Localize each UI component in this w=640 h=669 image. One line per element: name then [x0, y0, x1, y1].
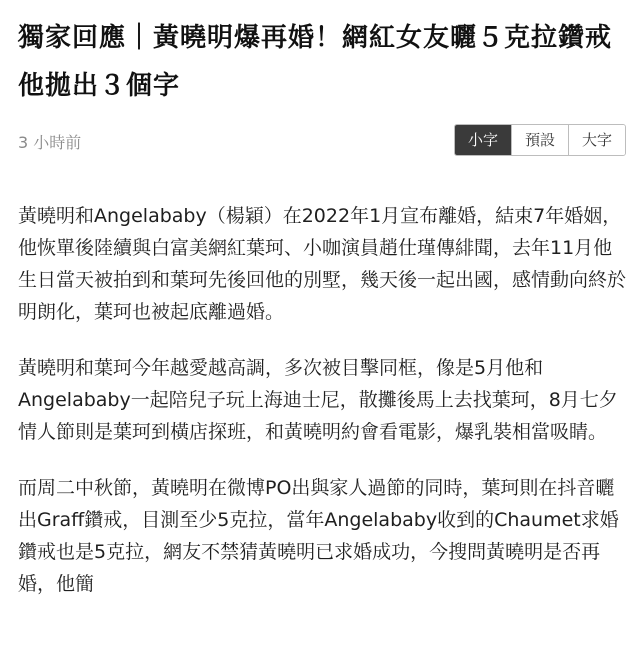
font-size-default-button[interactable]: 預設 [511, 125, 568, 155]
font-size-small-button[interactable]: 小字 [455, 125, 511, 155]
font-size-toggle [454, 124, 626, 156]
font-size-large-button[interactable]: 大字 [568, 125, 625, 155]
publish-time: 3 小時前 [18, 133, 82, 152]
article-paragraph: 黃曉明和葉珂今年越愛越高調，多次被目擊同框，像是5月他和Angelababy一起陪兒子玩上海迪士尼，散攤後馬上去找葉珂，8月七夕情人節則是葉珂到橫店探班，和黃曉明約會看電影，爆乳裝相當吸睛。 [18, 357, 618, 443]
bottom-fade [0, 647, 640, 669]
article-headline: 獨家回應｜黃曉明爆再婚！網紅女友曬５克拉鑽戒 他拋出３個字 [18, 23, 640, 101]
article-paragraph: 黃曉明和Angelababy（楊穎）在2022年1月宣布離婚，結束7年婚姻，他恢單後陸續與白富美網紅葉珂、小咖演員趙仕瑾傳緋聞，去年11月他生日當天被拍到和葉珂先後回他的別墅，幾天後一起出國，感情動向終於明朗化，葉珂也被起底離過婚。 [18, 205, 627, 323]
article-body [18, 200, 626, 624]
article-paragraph: 而周二中秋節，黃曉明在微博PO出與家人過節的同時，葉珂則在抖音曬出Graff鑽戒，目測至少5克拉，當年Angelababy收到的Chaumet求婚鑽戒也是5克拉，網友不禁猜黃曉明已求婚成功，今搜問黃曉明是否再婚，他簡 [18, 477, 619, 595]
article-meta [18, 124, 626, 158]
